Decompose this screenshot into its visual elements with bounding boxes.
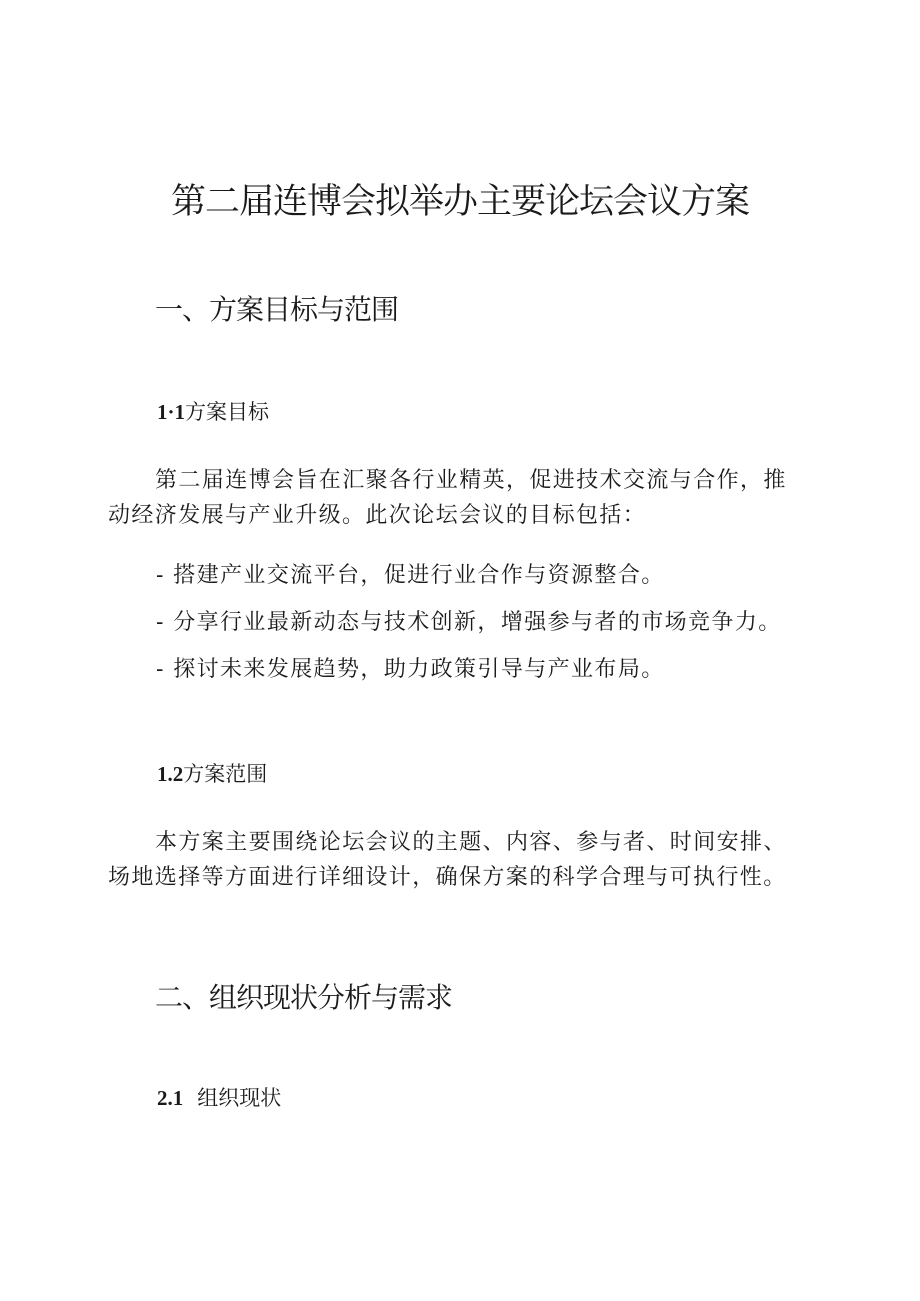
bullet-item: - 搭建产业交流平台，促进行业合作与资源整合。 <box>156 563 665 588</box>
subsection-number: 1·1 <box>157 400 186 424</box>
paragraph-scope: 本方案主要围绕论坛会议的主题、内容、参与者、时间安排、场地选择等方面进行详细设计，确保方案的科学合理与可执行性。 <box>108 830 787 890</box>
subsection-title: 组织现状 <box>197 1086 282 1110</box>
bullet-item: - 探讨未来发展趋势，助力政策引导与产业布局。 <box>156 657 665 682</box>
subsection-title: 方案目标 <box>185 400 270 424</box>
subsection-title: 方案范围 <box>183 762 268 786</box>
section-heading-2: 二、组织现状分析与需求 <box>155 981 453 1014</box>
subsection-heading-1-1 <box>157 397 269 427</box>
subsection-number: 2.1 <box>157 1086 184 1110</box>
subsection-heading-2-1 <box>157 1083 281 1113</box>
subsection-number: 1.2 <box>157 762 184 786</box>
paragraph-objectives: 第二届连博会旨在汇聚各行业精英，促进技术交流与合作，推动经济发展与产业升级。此次论坛会议的目标包括： <box>108 468 787 528</box>
document-title: 第二届连博会拟举办主要论坛会议方案 <box>170 182 749 222</box>
subsection-heading-1-2 <box>157 759 267 789</box>
section-heading-1: 一、方案目标与范围 <box>155 293 399 326</box>
bullet-item: - 分享行业最新动态与技术创新，增强参与者的市场竞争力。 <box>156 610 782 635</box>
